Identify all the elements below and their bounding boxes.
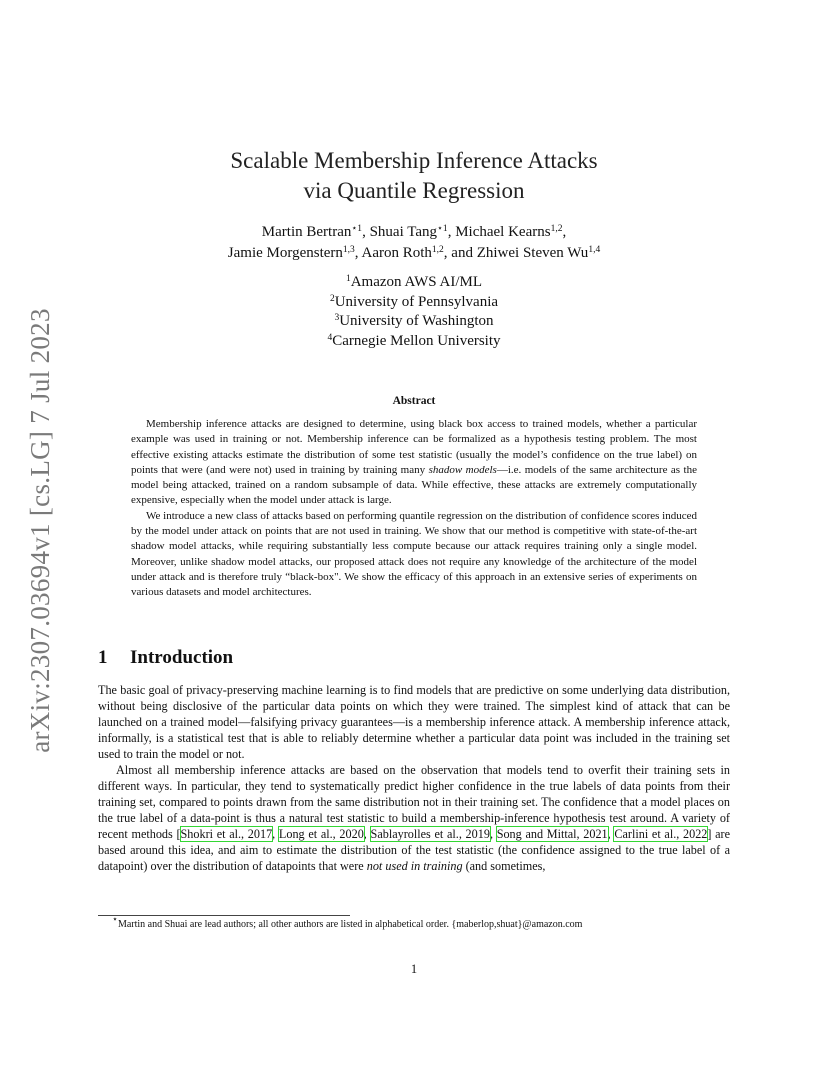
affiliation-sup: 2 — [329, 293, 335, 304]
abstract-emphasis: shadow models — [428, 463, 497, 476]
affiliation-name: University of Washington — [339, 313, 494, 329]
affiliation-name: University of Pennsylvania — [334, 293, 499, 310]
affiliation — [100, 332, 728, 352]
affiliation — [100, 273, 728, 293]
author-sup: ⋆1 — [351, 224, 363, 234]
abstract-text: Membership inference attacks are designed to determine, using black box access to trained models, whether a particular example was used in training or not. Membership inference can be formalized as a hypothesis testing problem. The most effective existing attacks estimate the distribution of some test statistic (usually the model’s confidence on the true label) on points that were (and were not) used in training by training many — [131, 418, 697, 476]
paper-title — [100, 146, 728, 206]
footnote-mark: ⋆ — [112, 915, 118, 925]
author-name: Jamie Morgenstern — [227, 245, 343, 261]
author-list — [100, 222, 728, 264]
page-number: 1 — [410, 962, 418, 976]
arxiv-sidebar-stamp — [20, 305, 60, 755]
abstract-body — [131, 417, 697, 601]
cite-bracket: ] — [707, 827, 712, 841]
intro-text: are based around this idea, and aim to estimate the distribution of the test statistic (the confidence assigned to the true label of a datapoint) over the distribution of datapoints that were — [98, 827, 731, 873]
affiliation-sup: 1 — [345, 274, 351, 284]
citation-link[interactable]: Carlini et al., 2022 — [614, 827, 708, 841]
author-sup: 1,2 — [431, 245, 444, 255]
section-title: Introduction — [130, 647, 234, 668]
affiliation-sup: 4 — [327, 332, 333, 343]
section-heading — [98, 647, 233, 669]
intro-text: (and sometimes, — [462, 859, 546, 873]
intro-paragraph-1: The basic goal of privacy-preserving machine learning is to find models that are predictive on some underlying data distribution, without being disclosive of the particular data points on which they were trained. The simplest kind of attack that can be launched on a trained model—falsifying privacy guarantees—is a membership inference attack. A membership inference attack, informally, is a statistical test that is able to reliably determine whether a particular data point was included in the training set used to train the model or not. — [98, 683, 730, 761]
author-name: Zhiwei Steven Wu — [476, 245, 589, 261]
affiliation-sup: 3 — [334, 313, 340, 323]
cite-bracket: [ — [176, 827, 181, 841]
citation-link[interactable]: Long et al., 2020 — [278, 827, 364, 841]
arxiv-id: arXiv:2307.03694v1 [cs.LG] 7 Jul 2023 — [24, 307, 55, 753]
author-name: Shuai Tang — [369, 224, 437, 240]
citation-link[interactable]: Song and Mittal, 2021 — [496, 827, 608, 841]
abstract-text: —i.e. models of the same architecture as the model being attacked, trained on a random subsample of data. While effective, these attacks are extremely computationally expensive, especially when the model under attack is large. — [131, 463, 697, 507]
author-name: Aaron Roth — [361, 245, 432, 261]
intro-body — [98, 682, 730, 874]
author-sup: 1,3 — [342, 245, 355, 255]
intro-paragraph-2: Almost all membership inference attacks are based on the observation that models tend to overfit their training sets in different ways. In particular, they tend to systematically predict higher confidence in the true labels of data points from their training set, compared to points drawn from the same distribution not in their training set. The confidence that a model places on the true label of a data-point is thus a natural test statistic to build a membership-inference hypothesis test around. A variety of recent methods [Shokri et al., 2017, Long et al., 2020, Sablayrolles et al., 2019, Song and Mittal, 2021, Carlini et al., 2022] are based around this idea, and aim to estimate the distribution of the test statistic (the confidence assigned to the true label of a datapoint) over the distribution of datapoints that were not used in training (and sometimes, — [98, 763, 731, 873]
author-name: Michael Kearns — [455, 224, 551, 240]
citation-link[interactable]: Shokri et al., 2017 — [180, 827, 273, 841]
abstract-paragraph-1 — [131, 417, 697, 509]
affiliation-list — [100, 273, 728, 351]
author-line-2: Jamie Morgenstern$^{1,3}$, Aaron Roth$^{1,2}$, and Zhiwei Steven Wu$^{1,4}$ — [227, 245, 601, 261]
and-word: and — [451, 245, 473, 261]
affiliation — [100, 293, 728, 313]
title-line-1: Scalable Membership Inference Attacks — [230, 148, 598, 173]
author-sup: 1,4 — [588, 245, 601, 255]
intro-emphasis: not used in training — [366, 859, 463, 873]
author-sup: ⋆1 — [436, 224, 448, 234]
section-number: 1 — [98, 647, 108, 668]
citation-link[interactable]: Sablayrolles et al., 2019 — [370, 827, 490, 841]
intro-text: Almost all membership inference attacks are based on the observation that models tend to overfit their training sets in different ways. In particular, they tend to systematically predict higher confidence in the true labels of data points from their training set, compared to points drawn from the same distribution not in their training set. The confidence that a model places on the true label of a data-point is thus a natural test statistic to build a membership-inference hypothesis test around. A variety of recent methods — [98, 763, 730, 841]
affiliation-name: Carnegie Mellon University — [332, 332, 501, 349]
author-name: Martin Bertran — [261, 224, 352, 240]
author-line-1: Martin Bertran$^{⋆1}$, Shuai Tang$^{⋆1}$, Michael Kearns$^{1,2}$, — [261, 224, 567, 240]
title-line-2: via Quantile Regression — [303, 178, 525, 203]
author-sup: 1,2 — [550, 224, 563, 234]
abstract-paragraph-2: We introduce a new class of attacks based on performing quantile regression on the distribution of confidence scores induced by the model under attack on points that are not used in training. We show that our method is competitive with state-of-the-art shadow model attacks, while requiring substantially less compute because our attack requires training only a single model. Moreover, unlike shadow model attacks, our proposed attack does not require any knowledge of the architecture of the model under attack and is therefore truly “black-box". We show the efficacy of this approach in an extensive series of experiments on various datasets and model architectures. — [131, 509, 697, 599]
footnote — [98, 915, 730, 931]
footnote-rule — [98, 915, 350, 916]
affiliation — [100, 312, 728, 332]
abstract-heading: Abstract — [392, 395, 436, 407]
affiliation-name: Amazon AWS AI/ML — [350, 274, 483, 290]
footnote-text: Martin and Shuai are lead authors; all other authors are listed in alphabetical order. {maberlop,shuat}@amazon.com — [117, 919, 583, 930]
